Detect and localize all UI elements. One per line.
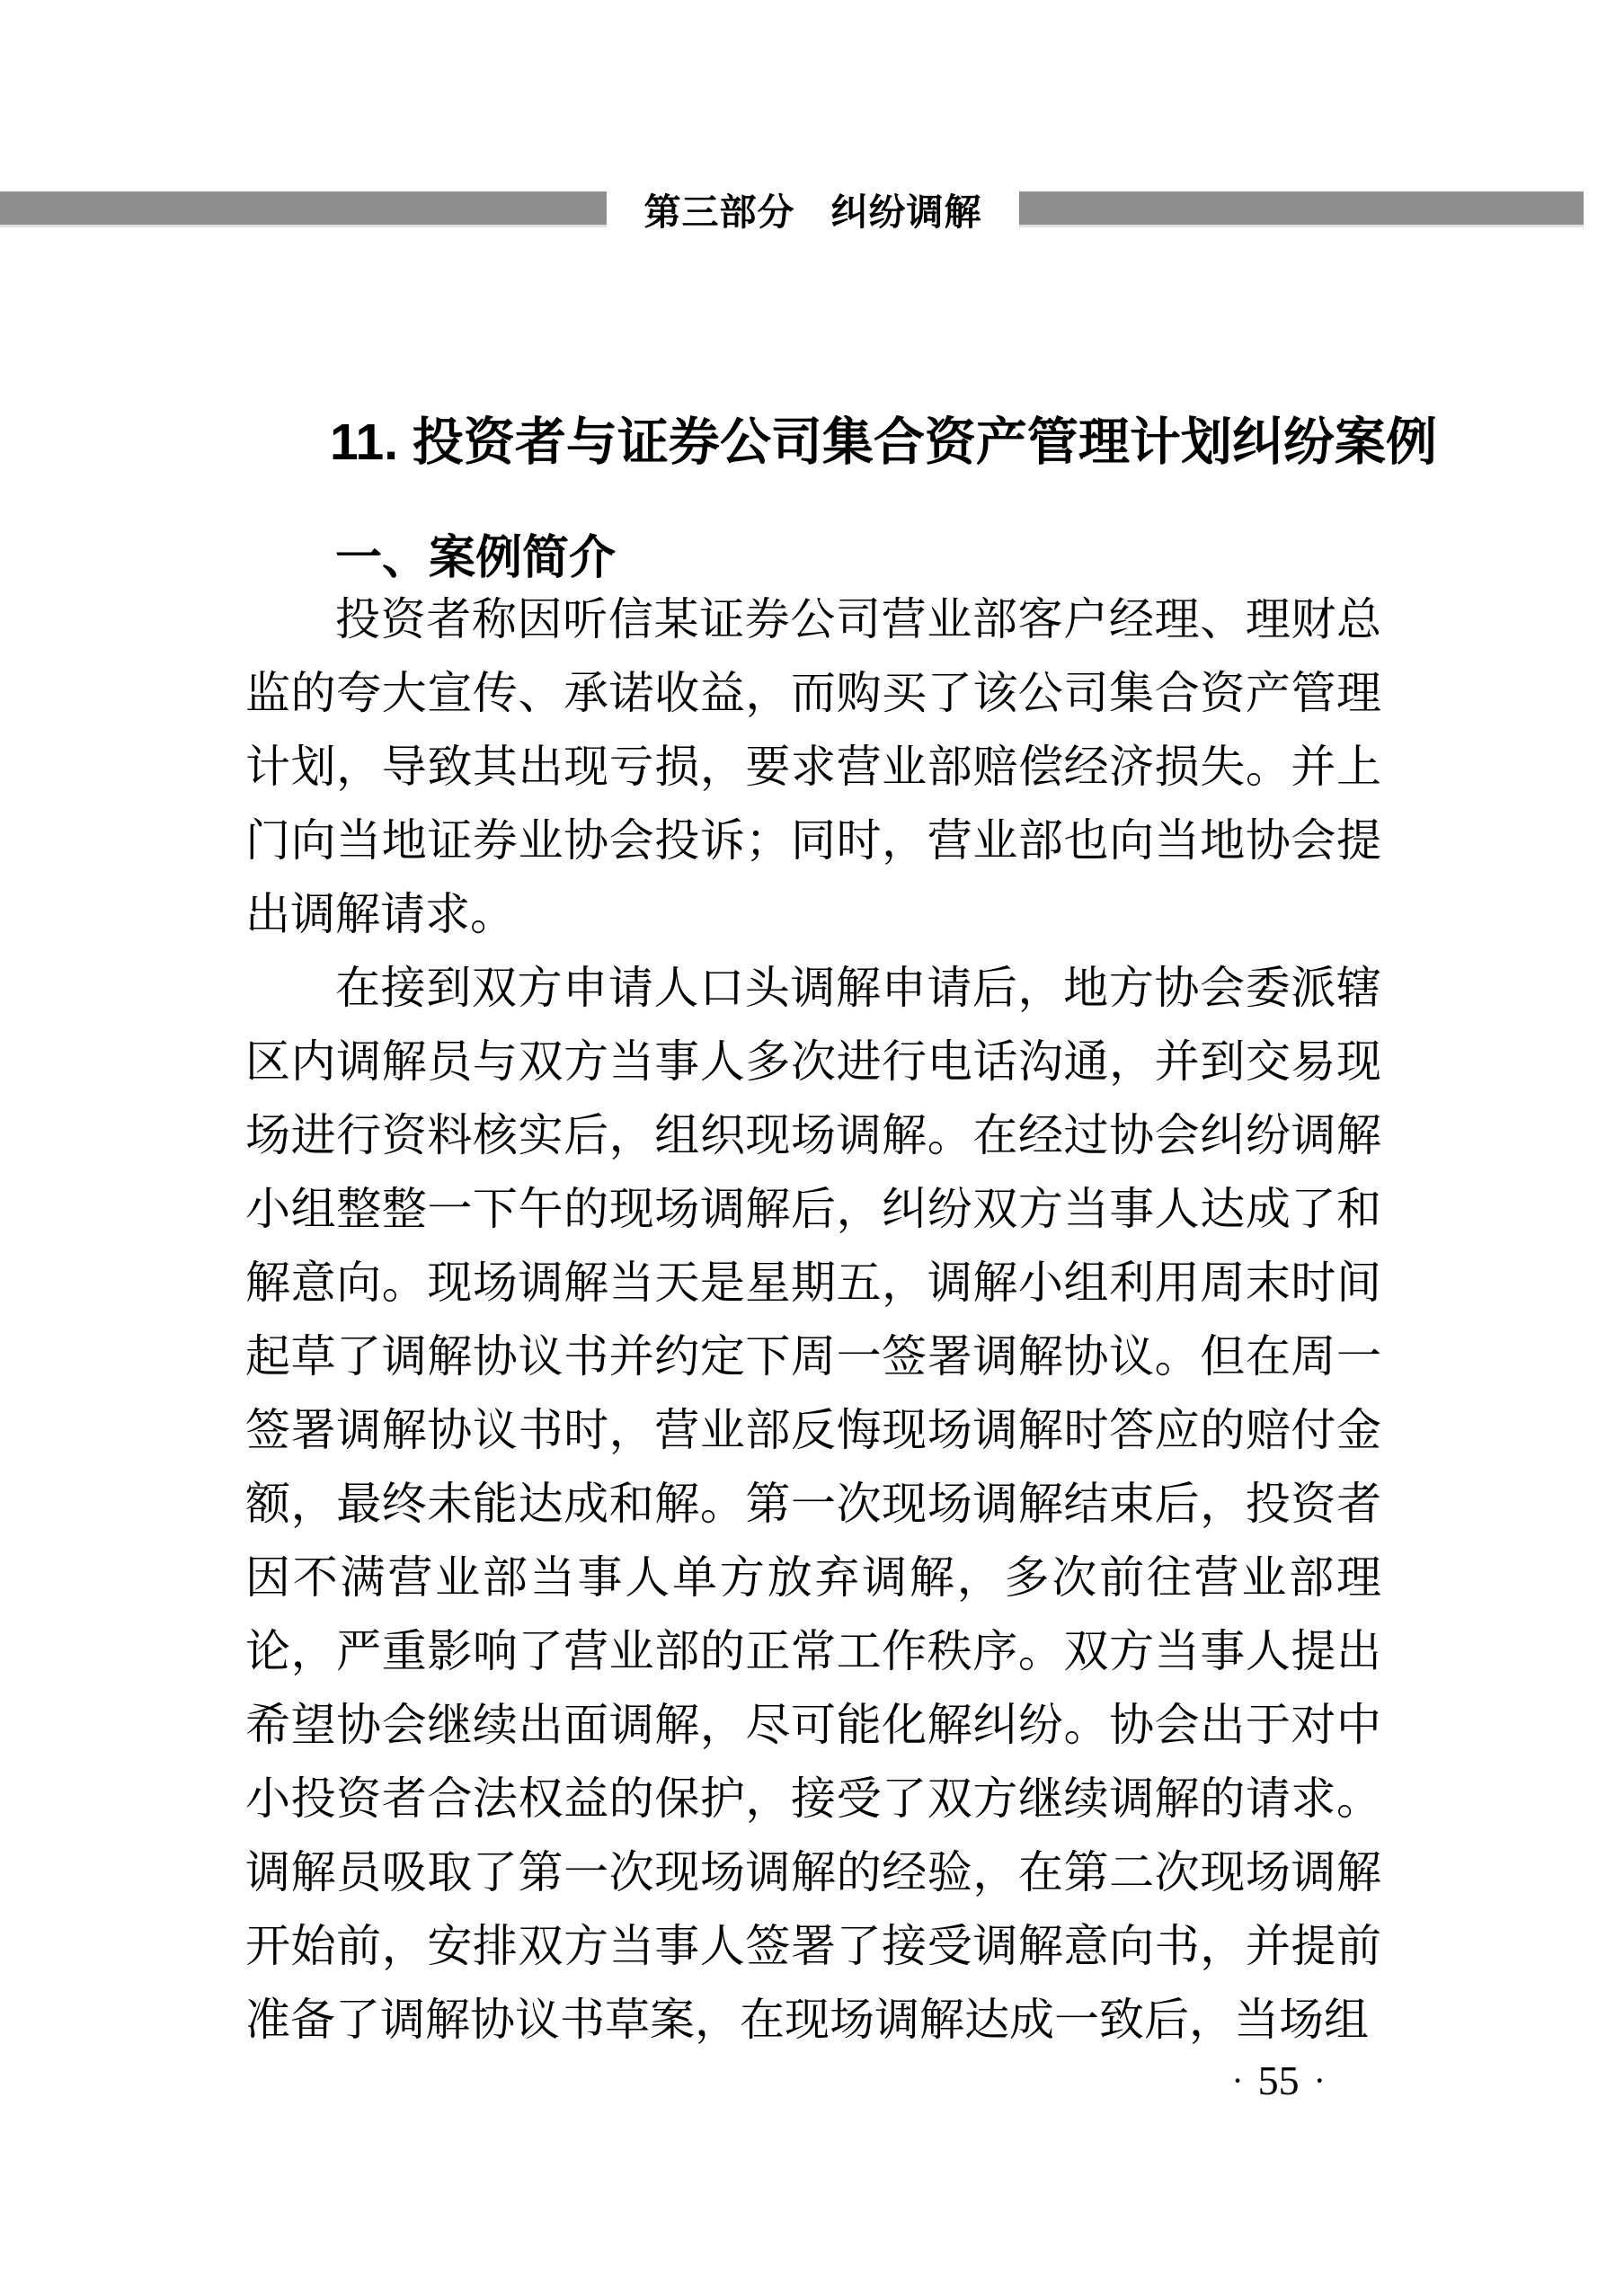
page-number-dot-right: · — [1313, 2059, 1326, 2101]
body-line: 小投资者合法权益的保护，接受了双方继续调解的请求。 — [245, 1773, 1381, 1824]
body-line: 场进行资料核实后，组织现场调解。在经过协会纠纷调解 — [245, 1110, 1381, 1160]
body-line: 门向当地证券业协会投诉；同时，营业部也向当地协会提 — [245, 815, 1381, 866]
page-number-value: 55 — [1257, 2057, 1300, 2103]
body-line: 小组整整一下午的现场调解后，纠纷双方当事人达成了和 — [245, 1184, 1381, 1234]
header-bar-left — [0, 191, 607, 225]
page-number — [245, 2055, 1326, 2105]
body-line: 准备了调解协议书草案，在现场调解达成一致后，当场组 — [245, 1995, 1369, 2045]
body-line: 区内调解员与双方当事人多次进行电话沟通，并到交易现 — [245, 1036, 1381, 1087]
body-line: 希望协会继续出面调解，尽可能化解纠纷。协会出于对中 — [245, 1700, 1381, 1750]
page-number-dot-left: · — [1231, 2059, 1244, 2101]
running-header — [0, 191, 1624, 233]
body-line: 计划，导致其出现亏损，要求营业部赔偿经济损失。并上 — [245, 742, 1381, 792]
body-line: 额，最终未能达成和解。第一次现场调解结束后，投资者 — [245, 1479, 1381, 1529]
body-line: 解意向。现场调解当天是星期五，调解小组利用周末时间 — [245, 1258, 1381, 1308]
body-line: 签署调解协议书时，营业部反悔现场调解时答应的赔付金 — [245, 1405, 1381, 1455]
section-heading: 一、案例简介 — [335, 532, 617, 584]
body-line: 在接到双方申请人口头调解申请后，地方协会委派辖 — [335, 963, 1381, 1013]
body-line: 调解员吸取了第一次现场调解的经验，在第二次现场调解 — [245, 1847, 1381, 1898]
running-title-part-label: 第三部分 — [643, 191, 795, 233]
body-line: 开始前，安排双方当事人签署了接受调解意向书，并提前 — [245, 1921, 1381, 1971]
header-bar-right — [1019, 191, 1584, 225]
body-text — [245, 582, 1381, 2057]
running-title-part-name: 纠纷调解 — [830, 191, 982, 233]
body-line: 监的夸大宣传、承诺收益，而购买了该公司集合资产管理 — [245, 668, 1381, 718]
case-title: 11. 投资者与证券公司集合资产管理计划纠纷案例 — [330, 413, 1437, 471]
body-line: 投资者称因听信某证券公司营业部客户经理、理财总 — [335, 594, 1381, 644]
body-line: 出调解请求。 — [245, 889, 515, 939]
body-line: 起草了调解协议书并约定下周一签署调解协议。但在周一 — [245, 1331, 1381, 1382]
body-line: 论，严重影响了营业部的正常工作秩序。双方当事人提出 — [245, 1626, 1381, 1676]
running-title — [607, 188, 1019, 233]
body-line: 因不满营业部当事人单方放弃调解，多次前往营业部理 — [245, 1552, 1381, 1603]
